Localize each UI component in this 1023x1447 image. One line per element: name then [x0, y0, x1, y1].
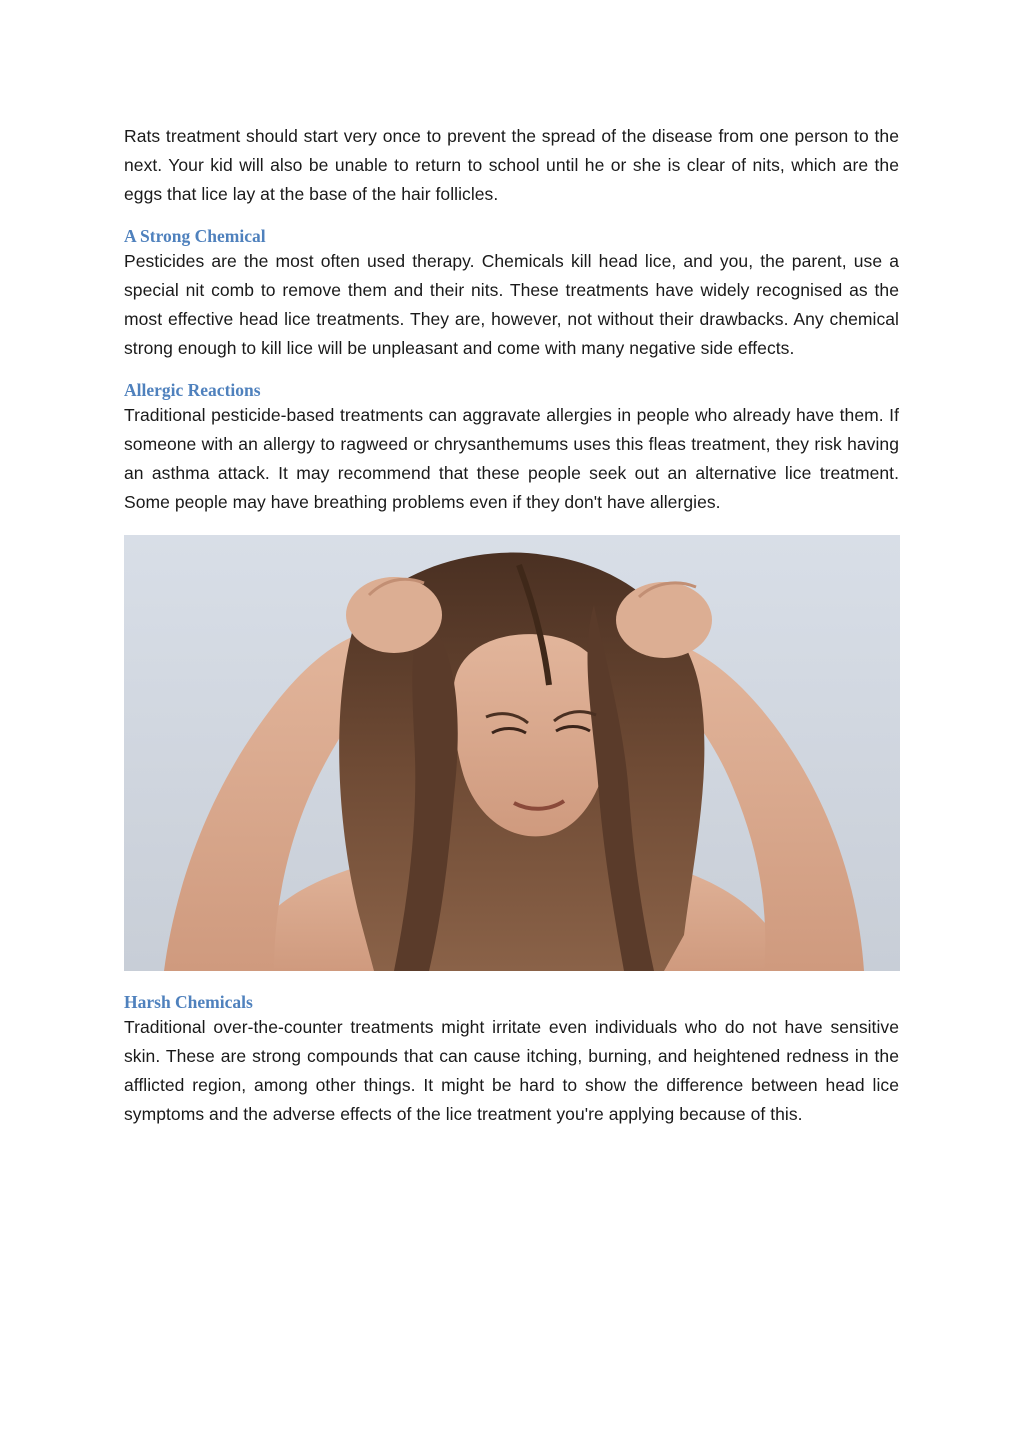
section-body: Pesticides are the most often used therapy. Chemicals kill head lice, and you, the parent, use a special nit comb to remove them and their nits. These treatments have widely recognised as the most effective head lice treatments. They are, however, not without their drawbacks. Any chemical strong enough to kill lice will be unpleasant and come with many negative side effects. [124, 251, 899, 358]
woman-scratching-head-photo [124, 535, 900, 971]
section-harsh-chemicals [124, 991, 899, 1129]
section-body: Traditional over-the-counter treatments might irritate even individuals who do not have sensitive skin. These are strong compounds that can cause itching, burning, and heightened redness in the afflicted region, among other things. It might be hard to show the difference between head lice symptoms and the adverse effects of the lice treatment you're applying because of this. [124, 1017, 899, 1124]
document-page [124, 122, 899, 1129]
intro-paragraph: Rats treatment should start very once to prevent the spread of the disease from one person to the next. Your kid will also be unable to return to school until he or she is clear of nits, which are the eggs that lice lay at the base of the hair follicles. [124, 126, 899, 204]
section-heading: Allergic Reactions [124, 380, 261, 400]
left-hand [346, 577, 442, 653]
section-body: Traditional pesticide-based treatments can aggravate allergies in people who already have them. If someone with an allergy to ragweed or chrysanthemums uses this fleas treatment, they risk having an asthma attack. It may recommend that these people seek out an alternative lice treatment. Some people may have breathing problems even if they don't have allergies. [124, 405, 899, 512]
section-allergic-reactions [124, 379, 899, 517]
photo-illustration [124, 535, 900, 971]
section-strong-chemical [124, 225, 899, 363]
section-heading: Harsh Chemicals [124, 992, 253, 1012]
right-hand [616, 582, 712, 658]
section-heading: A Strong Chemical [124, 226, 266, 246]
